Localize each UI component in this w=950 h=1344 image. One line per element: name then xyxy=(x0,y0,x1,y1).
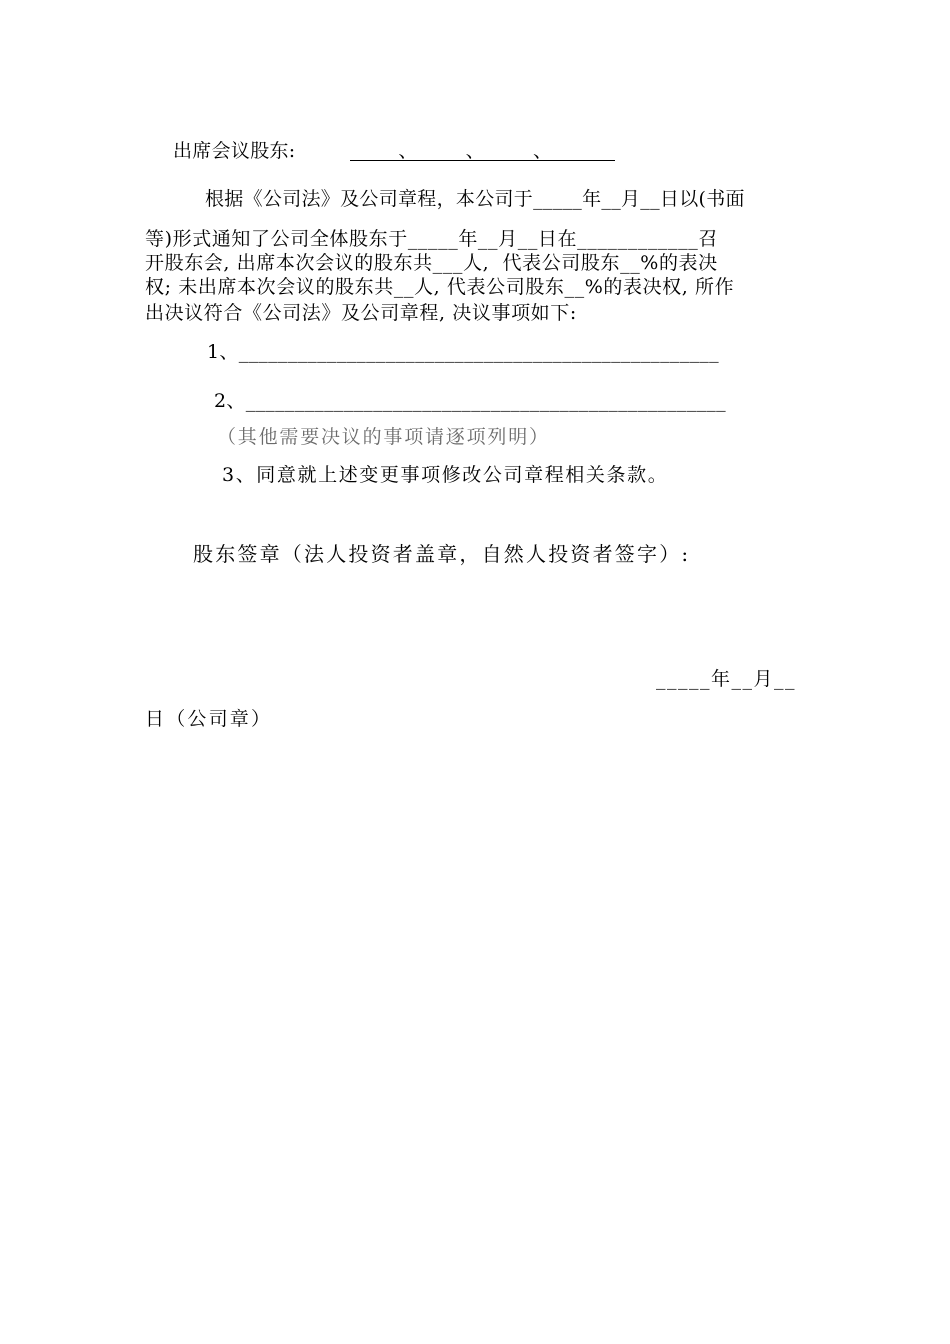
attendees-blank-field: 、 、 、 xyxy=(350,138,615,161)
resolution-intro-line-4: 权; 未出席本次会议的股东共__人, 代表公司股东__%的表决权, 所作 xyxy=(145,276,735,298)
resolution-intro-line-5: 出决议符合《公司法》及公司章程, 决议事项如下: xyxy=(145,302,577,324)
resolution-intro-line-1: 根据《公司法》及公司章程，本公司于_____年__月__日以(书面 xyxy=(205,188,745,210)
attendees-label: 出席会议股东: xyxy=(173,140,296,162)
resolution-item-2: 2、_________________________________________________ xyxy=(214,390,726,412)
resolution-item-1: 1、_________________________________________________ xyxy=(207,341,719,363)
resolution-intro-line-2: 等)形式通知了公司全体股东于_____年__月__日在____________召 xyxy=(145,228,718,250)
resolution-intro-line-3: 开股东会, 出席本次会议的股东共___人, 代表公司股东__%的表决 xyxy=(145,252,718,274)
date-line-1: _____年__月__ xyxy=(656,668,797,690)
date-line-2: 日（公司章） xyxy=(145,708,273,730)
signature-label: 股东签章（法人投资者盖章，自然人投资者签字）: xyxy=(193,542,691,566)
resolution-item-3: 3、同意就上述变更事项修改公司章程相关条款。 xyxy=(222,464,669,486)
resolution-note: （其他需要决议的事项请逐项列明） xyxy=(217,426,550,448)
